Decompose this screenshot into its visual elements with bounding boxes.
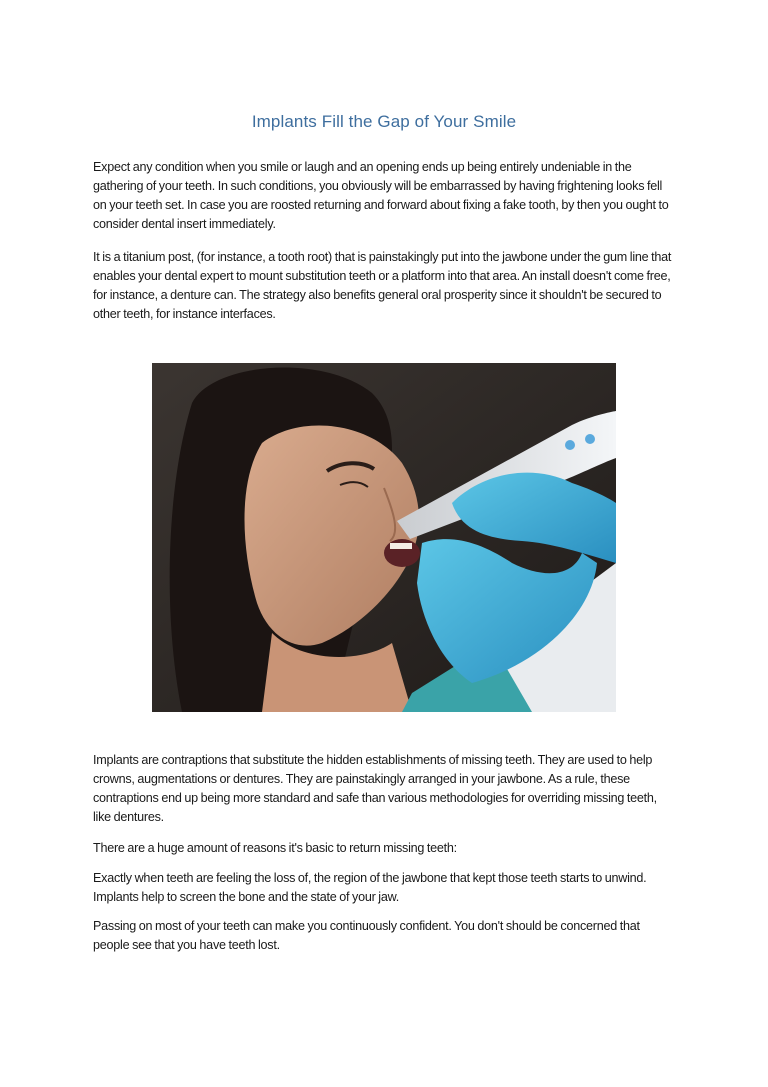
paragraph-implants-contraptions: Implants are contraptions that substitute the hidden establishments of missing teeth. They are used to help crowns, augmentations or dentures. They are painstakingly arranged in your jawbone. As a rule, these contraptions end up being more standard and safe than various methodologies for overriding missing teeth, like dentures. bbox=[93, 753, 657, 824]
dental-scan-illustration bbox=[152, 363, 616, 712]
paragraph-jawbone: Exactly when teeth are feeling the loss of, the region of the jawbone that kept those teeth starts to unwind. Implants help to screen the bone and the state of your jaw. bbox=[93, 871, 647, 904]
paragraph-confidence: Passing on most of your teeth can make you continuously confident. You don't should be concerned that people see that you have teeth lost. bbox=[93, 919, 640, 952]
paragraph-intro: Expect any condition when you smile or laugh and an opening ends up being entirely undeniable in the gathering of your teeth. In such conditions, you obviously will be embarrassed by having frightening looks fell on your teeth set. In case you are roosted returning and forward about fixing a fake tooth, by then you ought to consider dental insert immediately. bbox=[93, 160, 669, 231]
document-title: Implants Fill the Gap of Your Smile bbox=[251, 112, 517, 131]
dental-scan-photo bbox=[152, 363, 616, 712]
paragraph-titanium-post: It is a titanium post, (for instance, a tooth root) that is painstakingly put into the jawbone under the gum line that enables your dental expert to mount substitution teeth or a platform into that area. An install doesn't come free, for instance, a denture can. The strategy also benefits general oral prosperity since it shouldn't be secured to other teeth, for instance interfaces. bbox=[93, 250, 672, 321]
paragraph-reasons: There are a huge amount of reasons it's basic to return missing teeth: bbox=[93, 841, 457, 855]
